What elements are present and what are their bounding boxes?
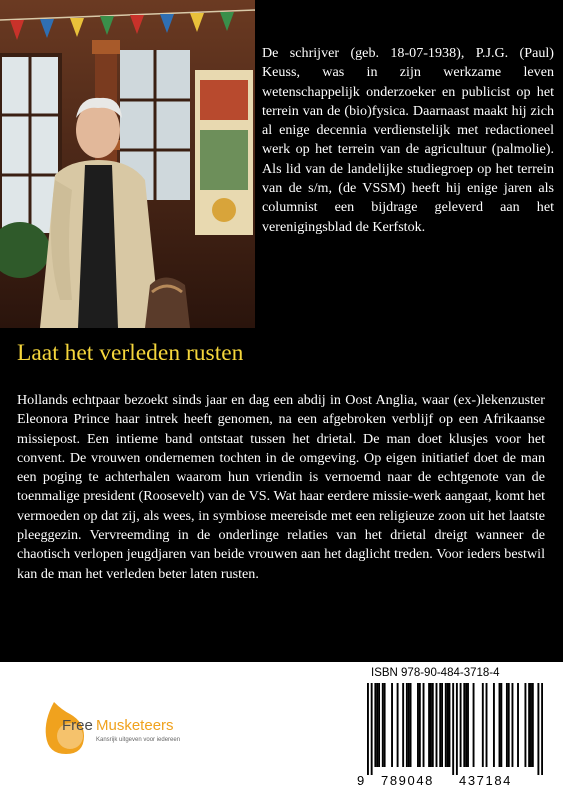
synopsis: Hollands echtpaar bezoekt sinds jaar en dag een abdij in Oost Anglia, waar (ex-)lekenzuster Eleonora Prince haar intrek heeft genomen, na een afgebroken verblijf op een Afrikaanse missiepost. Een intieme band ontstaat tussen het drietal. De man doet klusjes voor het convent. De vrouwen ondernemen tochten in de omgeving. Op eigen initiatief doet de man een poging te achterhalen waarom hun vriendin is vernoemd naar de echtgenote van de toenmalige president (Roosevelt) van de VS. Wat haar eerdere missie-werk aangaat, komt het vermoeden op dat zij, als wees, in symbiose meereisde met een religieuze zoon uit het laatste pleeggezin. Vervreemding in de onderlinge relaties van het drietal dreigt wanneer de chaotisch verlopen jeugdjaren van beide vrouwen aan het daglicht treden. Voor ieders bestwil kan de man het verleden beter laten rusten. <box>17 392 545 582</box>
barcode-bar <box>410 683 412 767</box>
barcode-bar <box>391 683 393 767</box>
barcode-bar <box>473 683 475 767</box>
barcode-bar <box>449 683 451 767</box>
barcode-bar <box>499 683 501 767</box>
barcode-bar <box>452 683 454 775</box>
author-photo <box>0 0 255 328</box>
barcode-bar <box>432 683 434 767</box>
isbn-barcode <box>357 667 548 791</box>
barcode-bar <box>423 683 425 767</box>
barcode-bar <box>482 683 484 767</box>
barcode-bar <box>493 683 495 767</box>
barcode-bar <box>532 683 534 767</box>
barcode-bar <box>439 683 441 767</box>
barcode-bar <box>465 683 467 767</box>
author-bio: De schrijver (geb. 18-07-1938), P.J.G. (Paul) Keuss, was in zijn werkzame leven wetenschappelijk onderzoeker en publicist op het terrein van de (bio)fysica. Daarnaast maakt hij zich al enige decennia verdienstelijk met redactioneel werk op het terrein van de agricultuur (palmolie). Als lid van de landelijke studiegroep op het terrein van de s/m, (de VSSM) heeft hij enige jaren als columnist een bijdrage geleverd aan het verenigingsblad de Kerfstok. <box>262 45 554 235</box>
barcode-bar <box>467 683 469 767</box>
barcode-bar <box>417 683 419 767</box>
isbn-label: ISBN 978-90-484-3718-4 <box>371 667 500 679</box>
barcode-bar <box>537 683 539 775</box>
barcode-bar <box>512 683 514 767</box>
author-photo-illustration <box>0 0 255 328</box>
barcode-bar <box>528 683 530 767</box>
barcode-bar <box>430 683 432 767</box>
barcode-bar <box>428 683 430 767</box>
barcode-bar <box>541 683 543 775</box>
barcode-bar <box>524 683 526 767</box>
barcode-bar <box>456 683 458 775</box>
barcode-bar <box>506 683 508 767</box>
barcode-bar <box>371 683 373 775</box>
barcode-bar <box>530 683 532 767</box>
barcode-bar <box>500 683 502 767</box>
barcode-bar <box>376 683 378 767</box>
publisher-logo <box>40 700 220 760</box>
barcode-bar <box>447 683 449 767</box>
barcode-bar <box>463 683 465 767</box>
publisher-name-musketeers: Musketeers <box>96 717 174 734</box>
barcode-bars <box>367 683 543 775</box>
barcode-bar <box>441 683 443 767</box>
barcode-bar <box>460 683 462 767</box>
barcode-bar <box>419 683 421 767</box>
barcode-bar <box>378 683 380 767</box>
barcode-bar <box>384 683 386 767</box>
barcode-bar <box>367 683 369 775</box>
ean-first-digit: 9 <box>357 773 365 788</box>
barcode-bar <box>517 683 519 767</box>
barcode-bar <box>406 683 408 767</box>
book-title: Laat het verleden rusten <box>17 340 244 366</box>
barcode-bar <box>486 683 488 767</box>
barcode-bar <box>508 683 510 767</box>
publisher-name-free: Free <box>62 717 93 734</box>
ean-right-group: 437184 <box>459 773 512 788</box>
barcode-bar <box>445 683 447 767</box>
publisher-tagline: Kansrijk uitgeven voor iedereen <box>96 737 181 743</box>
barcode-bar <box>408 683 410 767</box>
barcode-bar <box>397 683 399 767</box>
barcode-bar <box>436 683 438 767</box>
ean-left-group: 789048 <box>381 773 434 788</box>
barcode-bar <box>382 683 384 767</box>
barcode-bar <box>402 683 404 767</box>
barcode-bar <box>374 683 376 767</box>
